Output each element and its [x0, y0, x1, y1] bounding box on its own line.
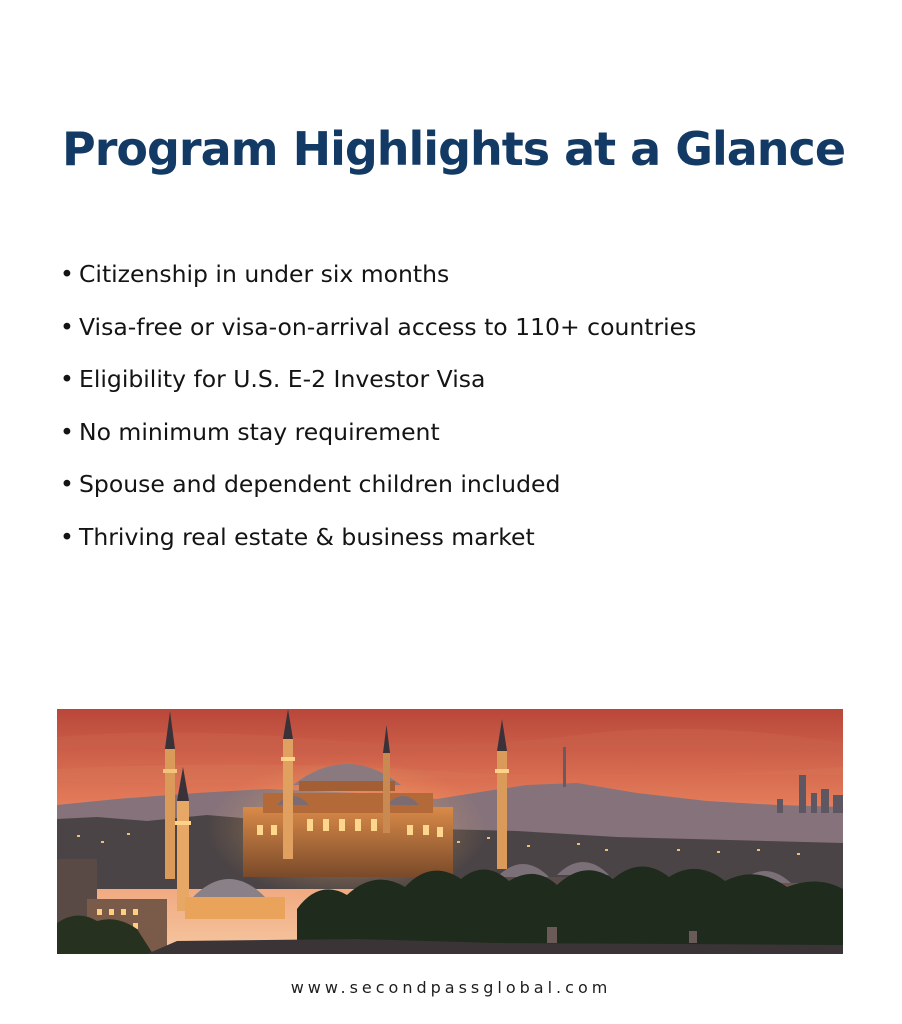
mosque-skyline-icon	[57, 709, 843, 954]
highlights-list	[60, 256, 696, 571]
list-item	[60, 466, 696, 519]
list-item-text: Thriving real estate & business market	[79, 522, 535, 551]
bullet-icon: •	[60, 260, 74, 288]
list-item	[60, 361, 696, 414]
list-item	[60, 256, 696, 309]
bullet-icon: •	[60, 417, 74, 446]
website-url: www.secondpassglobal.com	[290, 978, 612, 997]
page-title: Program Highlights at a Glance	[62, 122, 846, 176]
list-item-text: Visa-free or visa-on-arrival access to 110+ countries	[79, 312, 697, 341]
list-item	[60, 519, 696, 572]
istanbul-skyline-banner	[57, 709, 843, 954]
bullet-icon: •	[60, 312, 74, 341]
list-item-text: Citizenship in under six months	[79, 260, 450, 288]
list-item	[60, 309, 696, 362]
bullet-icon: •	[60, 470, 74, 498]
bullet-icon: •	[60, 522, 74, 551]
list-item-text: Eligibility for U.S. E-2 Investor Visa	[79, 365, 486, 393]
list-item-text: Spouse and dependent children included	[79, 470, 561, 498]
list-item-text: No minimum stay requirement	[79, 417, 440, 446]
bullet-icon: •	[60, 365, 74, 393]
list-item	[60, 414, 696, 467]
